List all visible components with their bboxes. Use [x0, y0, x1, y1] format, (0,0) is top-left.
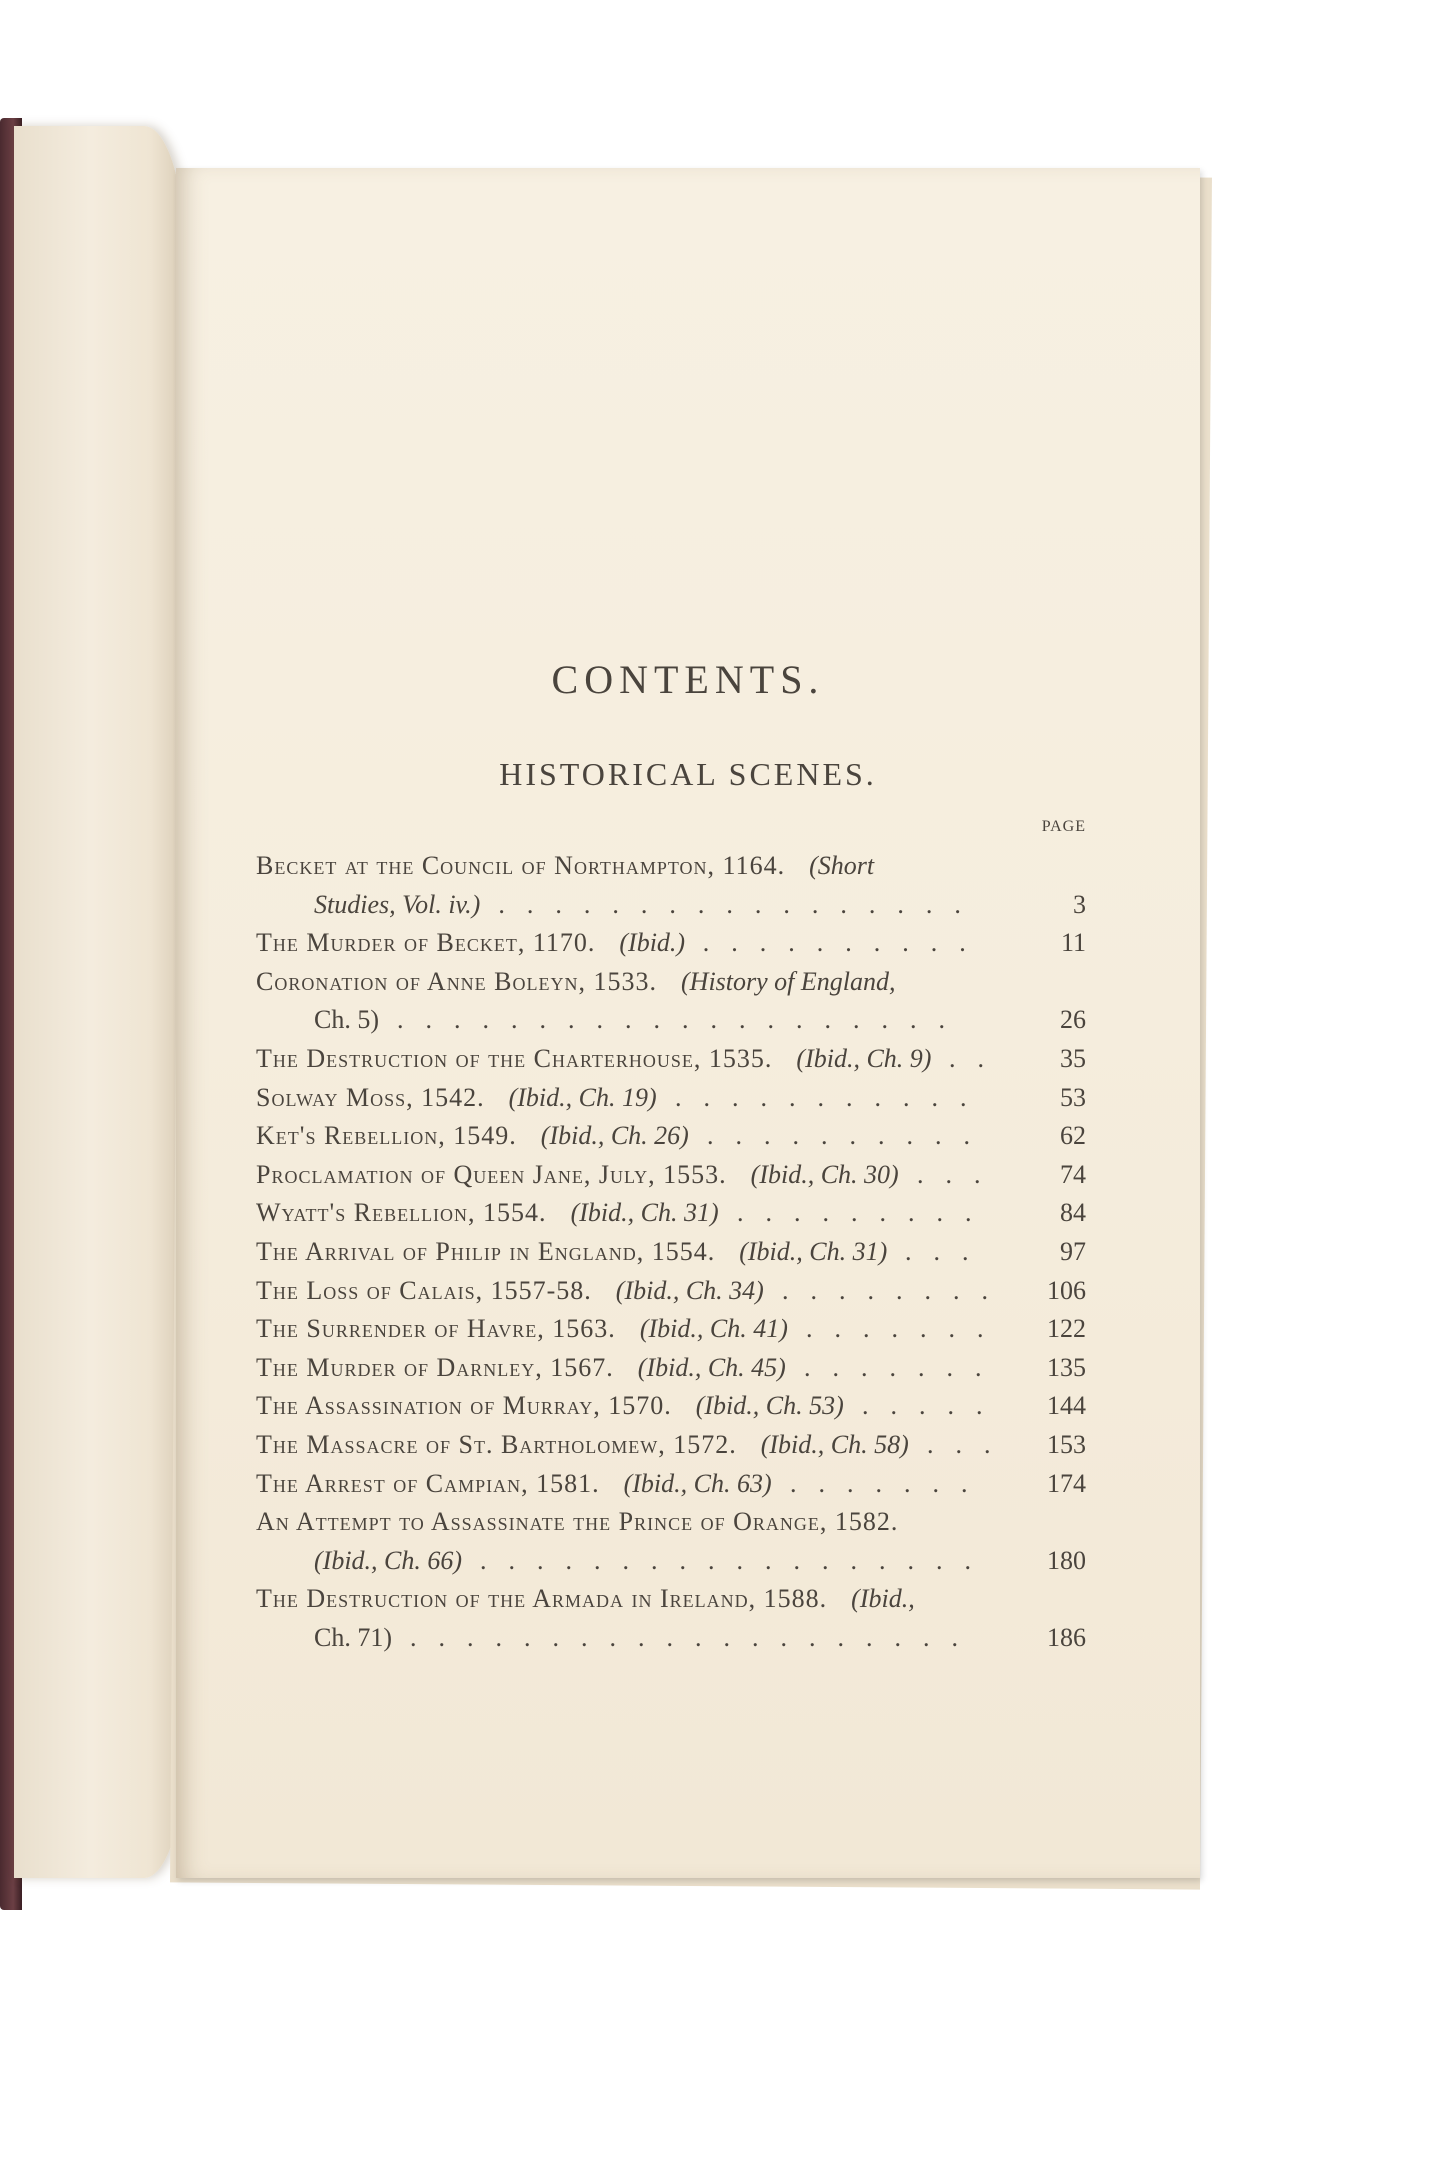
dot-leader: .......: [806, 1314, 1006, 1344]
entry-title: The Assassination of Murray, 1570.: [256, 1391, 672, 1421]
dot-leader: .....: [862, 1391, 1005, 1421]
toc-line: [176, 848, 1200, 884]
dot-leader: ..........: [707, 1121, 993, 1151]
entry-source-ref: (Ibid., Ch. 63): [623, 1468, 772, 1498]
page-number: 153: [1047, 1430, 1086, 1459]
toc-line: [176, 1157, 1200, 1193]
entry-source-ref: (History of England,: [681, 966, 896, 996]
page-number: 74: [1060, 1159, 1086, 1189]
entry-title: The Destruction of the Armada in Ireland, 1588.: [256, 1584, 828, 1614]
page-number: 35: [1060, 1044, 1086, 1073]
entry-title: The Massacre of St. Bartholomew, 1572.: [256, 1430, 737, 1459]
toc-line: [176, 887, 1200, 923]
toc-line: [176, 1273, 1200, 1309]
dot-leader: .........: [737, 1198, 994, 1228]
dot-leader: ..........: [702, 928, 988, 958]
toc-line: [176, 1427, 1200, 1463]
entry-title-continued: (Ibid., Ch. 66): [314, 1545, 463, 1575]
entry-title: The Arrival of Philip in England, 1554.: [256, 1237, 716, 1266]
entry-source-ref: (Ibid., Ch. 9): [796, 1044, 932, 1073]
dot-leader: ...........: [675, 1082, 989, 1112]
page-title: CONTENTS.: [551, 657, 825, 702]
page-number: 11: [1060, 928, 1086, 958]
dot-leader: ...: [905, 1237, 991, 1266]
toc-line: [176, 1002, 1200, 1038]
page-number: 97: [1060, 1237, 1086, 1266]
page-number: 174: [1047, 1468, 1086, 1498]
dot-leader: ....................: [410, 1623, 980, 1652]
toc-line: [176, 1620, 1200, 1656]
page-number: 186: [1047, 1623, 1086, 1652]
page-number: 135: [1047, 1352, 1086, 1382]
toc-line: [176, 1388, 1200, 1424]
toc-line: [176, 1311, 1200, 1347]
entry-source-ref: (Ibid., Ch. 30): [750, 1159, 899, 1189]
dot-leader: .................: [498, 889, 983, 919]
entry-title: Ket's Rebellion, 1549.: [256, 1121, 517, 1151]
dot-leader: ..: [949, 1044, 1007, 1073]
page-number: 84: [1060, 1198, 1086, 1228]
page-number: 144: [1047, 1391, 1086, 1421]
toc-line: [176, 1080, 1200, 1116]
toc-line: [176, 1350, 1200, 1386]
entry-title: Becket at the Council of Northampton, 1164.: [256, 851, 786, 880]
section-heading: HISTORICAL SCENES.: [499, 756, 877, 792]
toc-line: [176, 1543, 1200, 1579]
entry-title: Solway Moss, 1542.: [256, 1082, 485, 1112]
dot-leader: ....................: [397, 1005, 967, 1035]
entry-title: The Murder of Darnley, 1567.: [256, 1352, 614, 1382]
dot-leader: ...: [917, 1159, 1003, 1189]
page-number: 53: [1060, 1082, 1086, 1112]
toc-line: [176, 1234, 1200, 1270]
entry-title: The Murder of Becket, 1170.: [256, 928, 596, 958]
entry-source-ref: (Ibid., Ch. 31): [570, 1198, 719, 1228]
entry-source-ref: (Ibid., Ch. 45): [637, 1352, 786, 1382]
contents-page: [176, 168, 1200, 1878]
entry-source-ref: (Ibid., Ch. 31): [739, 1237, 888, 1266]
dot-leader: ........: [782, 1275, 1011, 1305]
entry-source-ref: (Ibid., Ch. 53): [695, 1391, 844, 1421]
toc-line: [176, 925, 1200, 961]
entry-source-ref: (Ibid., Ch. 26): [540, 1121, 689, 1151]
toc-line: [176, 1041, 1200, 1077]
entry-title: The Arrest of Campian, 1581.: [256, 1468, 600, 1498]
toc-line: [176, 1118, 1200, 1154]
toc-line: [176, 1466, 1200, 1502]
dot-leader: .......: [804, 1352, 1004, 1382]
left-page-curl: [14, 126, 184, 1878]
dot-leader: .......: [790, 1468, 990, 1498]
entry-title: The Loss of Calais, 1557-58.: [256, 1275, 592, 1305]
entry-title: Proclamation of Queen Jane, July, 1553.: [256, 1159, 727, 1189]
dot-leader: ...: [927, 1430, 1013, 1459]
entry-source-ref: (Ibid., Ch. 58): [760, 1430, 909, 1459]
entry-source-ref: (Ibid.,: [851, 1584, 915, 1614]
entry-source-ref: (Ibid., Ch. 34): [615, 1275, 764, 1305]
page-number: 180: [1047, 1545, 1086, 1575]
entry-title-continued: Ch. 71): [314, 1623, 392, 1652]
toc-line: [176, 1195, 1200, 1231]
toc-line: [176, 1504, 1200, 1540]
entry-title: The Destruction of the Charterhouse, 1535.: [256, 1044, 773, 1073]
toc-line: [176, 1581, 1200, 1617]
entry-source-ref: (Short: [809, 851, 875, 880]
entry-title: Coronation of Anne Boleyn, 1533.: [256, 966, 658, 996]
dot-leader: ..................: [480, 1545, 994, 1575]
page-number: 26: [1060, 1005, 1086, 1035]
page-number: 3: [1073, 889, 1086, 919]
entry-title-continued: Studies, Vol. iv.): [314, 889, 481, 919]
entry-title: Wyatt's Rebellion, 1554.: [256, 1198, 547, 1228]
entry-title: An Attempt to Assassinate the Prince of Orange, 1582.: [256, 1507, 899, 1537]
page-number: 62: [1060, 1121, 1086, 1151]
toc-line: [176, 964, 1200, 1000]
entry-title: The Surrender of Havre, 1563.: [256, 1314, 616, 1344]
page-number: 106: [1047, 1275, 1086, 1305]
entry-source-ref: (Ibid., Ch. 19): [508, 1082, 657, 1112]
entry-title-continued: Ch. 5): [314, 1005, 379, 1035]
entry-source-ref: (Ibid.): [619, 928, 686, 958]
page-column-label: PAGE: [1041, 818, 1086, 835]
entry-source-ref: (Ibid., Ch. 41): [639, 1314, 788, 1344]
page-number: 122: [1047, 1314, 1086, 1344]
